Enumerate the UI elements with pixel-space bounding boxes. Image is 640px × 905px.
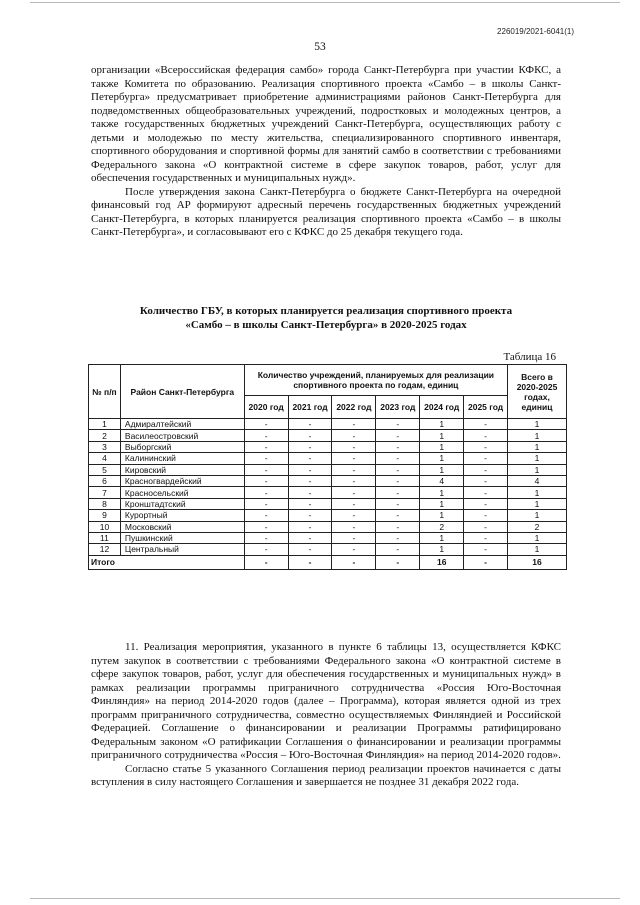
- district-cell: Кронштадтский: [120, 498, 244, 509]
- district-cell: Выборгский: [120, 441, 244, 452]
- value-cell: 1: [508, 544, 567, 555]
- value-cell: -: [332, 498, 376, 509]
- value-cell: -: [332, 464, 376, 475]
- data-table: [88, 364, 567, 570]
- value-cell: -: [332, 430, 376, 441]
- bottom-text-block: [91, 641, 561, 790]
- value-cell: -: [288, 430, 332, 441]
- value-cell: -: [376, 453, 420, 464]
- value-cell: -: [464, 521, 508, 532]
- value-cell: -: [464, 532, 508, 543]
- paragraph: Согласно статье 5 указанного Соглашения период реализации проектов начинается с даты вступления в силу настоящего Соглашения и завершается не позднее 31 декабря 2022 года.: [91, 762, 561, 788]
- value-cell: -: [332, 487, 376, 498]
- header-district: Район Санкт-Петербурга: [120, 365, 244, 419]
- value-cell: -: [376, 475, 420, 486]
- table-row: [89, 475, 567, 486]
- table-row: [89, 464, 567, 475]
- value-cell: -: [332, 510, 376, 521]
- value-cell: 1: [420, 532, 464, 543]
- value-cell: 1: [420, 487, 464, 498]
- value-cell: -: [376, 487, 420, 498]
- row-number-cell: 5: [89, 464, 121, 475]
- value-cell: 1: [508, 487, 567, 498]
- top-scan-border: [30, 2, 620, 3]
- value-cell: -: [244, 544, 288, 555]
- table-row: [89, 521, 567, 532]
- row-number-cell: 4: [89, 453, 121, 464]
- value-cell: 1: [420, 498, 464, 509]
- total-cell: -: [376, 555, 420, 569]
- value-cell: 1: [420, 544, 464, 555]
- value-cell: -: [288, 521, 332, 532]
- value-cell: -: [332, 419, 376, 430]
- table-label: Таблица 16: [503, 351, 556, 363]
- district-cell: Красносельский: [120, 487, 244, 498]
- value-cell: -: [288, 510, 332, 521]
- table-row: [89, 441, 567, 452]
- total-row: [89, 555, 567, 569]
- row-number-cell: 12: [89, 544, 121, 555]
- value-cell: 1: [508, 430, 567, 441]
- value-cell: 1: [508, 419, 567, 430]
- value-cell: -: [332, 544, 376, 555]
- table-body: [89, 419, 567, 556]
- value-cell: -: [244, 441, 288, 452]
- value-cell: -: [244, 419, 288, 430]
- value-cell: -: [464, 475, 508, 486]
- value-cell: 2: [420, 521, 464, 532]
- value-cell: -: [244, 430, 288, 441]
- row-number-cell: 7: [89, 487, 121, 498]
- value-cell: -: [288, 498, 332, 509]
- header-year: 2022 год: [332, 396, 376, 419]
- value-cell: -: [288, 544, 332, 555]
- header-year: 2020 год: [244, 396, 288, 419]
- value-cell: -: [464, 487, 508, 498]
- total-label: Итого: [89, 555, 245, 569]
- value-cell: -: [244, 532, 288, 543]
- value-cell: -: [332, 521, 376, 532]
- total-cell: 16: [420, 555, 464, 569]
- value-cell: -: [376, 430, 420, 441]
- value-cell: 1: [420, 430, 464, 441]
- value-cell: 1: [508, 464, 567, 475]
- table-row: [89, 453, 567, 464]
- row-number-cell: 2: [89, 430, 121, 441]
- value-cell: 1: [508, 498, 567, 509]
- value-cell: -: [464, 441, 508, 452]
- value-cell: 1: [508, 532, 567, 543]
- header-total: Всего в 2020-2025 годах, единиц: [508, 365, 567, 419]
- value-cell: 1: [508, 453, 567, 464]
- table-row: [89, 510, 567, 521]
- value-cell: -: [464, 430, 508, 441]
- row-number-cell: 6: [89, 475, 121, 486]
- value-cell: -: [244, 510, 288, 521]
- value-cell: 1: [420, 464, 464, 475]
- table-row: [89, 532, 567, 543]
- value-cell: -: [288, 441, 332, 452]
- paragraph: 11. Реализация мероприятия, указанного в пункте 6 таблицы 13, осуществляется КФКС путем закупок в соответствии с требованиями Федерального закона «О контрактной системе в сфере закупок товаров, работ, услуг для обеспечения государственных и муниципальных нужд» в рамках реализации программы приграничного сотрудничества «Россия Юго-Восточная Финляндия» на период 2014-2020 годов (далее – Программа), которая является одной из трех программ приграничного сотрудничества, совместно осуществляемых Финляндией и Российской Федерацией. Соглашение о финансировании и реализации Программы ратифицировано Федеральным законом «О ратификации Соглашения о финансировании и реализации программы приграничного сотрудничества «Россия – Юго-Восточная Финляндия» на период 2014-2020 годов».: [91, 641, 561, 761]
- value-cell: -: [464, 510, 508, 521]
- table-caption: [91, 304, 561, 332]
- top-text-block: [91, 64, 561, 240]
- value-cell: -: [376, 464, 420, 475]
- value-cell: -: [288, 532, 332, 543]
- value-cell: -: [288, 487, 332, 498]
- value-cell: -: [244, 498, 288, 509]
- total-cell: -: [464, 555, 508, 569]
- total-cell: -: [332, 555, 376, 569]
- value-cell: 4: [420, 475, 464, 486]
- table-row: [89, 498, 567, 509]
- row-number-cell: 11: [89, 532, 121, 543]
- value-cell: -: [244, 487, 288, 498]
- row-number-cell: 8: [89, 498, 121, 509]
- header-year: 2024 год: [420, 396, 464, 419]
- value-cell: -: [244, 521, 288, 532]
- district-cell: Центральный: [120, 544, 244, 555]
- district-cell: Московский: [120, 521, 244, 532]
- value-cell: 1: [420, 419, 464, 430]
- value-cell: -: [376, 521, 420, 532]
- district-cell: Василеостровский: [120, 430, 244, 441]
- header-year: 2021 год: [288, 396, 332, 419]
- value-cell: -: [288, 419, 332, 430]
- value-cell: 4: [508, 475, 567, 486]
- table-row: [89, 487, 567, 498]
- district-cell: Калининский: [120, 453, 244, 464]
- paragraph: После утверждения закона Санкт-Петербурга о бюджете Санкт-Петербурга на очередной финансовый год АР формируют адресный перечень государственных бюджетных учреждений Санкт-Петербурга, в которых планируется реализация спортивного проекта «Самбо – в школы Санкт-Петербурга», и согласовывают его с КФКС до 25 декабря текущего года.: [91, 185, 561, 238]
- total-cell: 16: [508, 555, 567, 569]
- table-row: [89, 544, 567, 555]
- district-cell: Пушкинский: [120, 532, 244, 543]
- total-cell: -: [244, 555, 288, 569]
- value-cell: -: [332, 532, 376, 543]
- table-row: [89, 419, 567, 430]
- district-cell: Кировский: [120, 464, 244, 475]
- bottom-scan-border: [30, 898, 620, 899]
- paragraph: организации «Всероссийская федерация самбо» города Санкт-Петербурга при участии КФКС, а также Комитета по образованию. Реализация спортивного проекта «Самбо – в школы Санкт-Петербурга» предусматривает приобретение администрациями районов Санкт-Петербурга для подведомственных общеобразовательных учреждений, подростковых и молодежных центров, а также государственных бюджетных учреждений Санкт-Петербурга, осуществляющих работу с детьми и молодежью по месту жительства, специализированного спортивного инвентаря, спортивного оборудования и спортивной формы для занятий самбо в соответствии с требованиями Федерального закона «О контрактной системе в сфере закупок товаров, работ, услуг для обеспечения государственных и муниципальных нужд».: [91, 64, 561, 184]
- value-cell: 1: [508, 510, 567, 521]
- value-cell: -: [332, 475, 376, 486]
- value-cell: 2: [508, 521, 567, 532]
- value-cell: -: [288, 475, 332, 486]
- header-years-group: Количество учреждений, планируемых для реализации спортивного проекта по годам, единиц: [244, 365, 507, 396]
- value-cell: -: [464, 464, 508, 475]
- value-cell: -: [244, 453, 288, 464]
- value-cell: -: [464, 419, 508, 430]
- total-cell: -: [288, 555, 332, 569]
- header-year: 2025 год: [464, 396, 508, 419]
- value-cell: -: [464, 544, 508, 555]
- value-cell: -: [376, 441, 420, 452]
- value-cell: -: [288, 453, 332, 464]
- header-year: 2023 год: [376, 396, 420, 419]
- value-cell: -: [464, 498, 508, 509]
- value-cell: 1: [420, 441, 464, 452]
- table-row: [89, 430, 567, 441]
- value-cell: -: [332, 453, 376, 464]
- value-cell: 1: [420, 453, 464, 464]
- value-cell: -: [376, 510, 420, 521]
- caption-line: «Самбо – в школы Санкт-Петербурга» в 2020-2025 годах: [185, 319, 467, 331]
- value-cell: -: [288, 464, 332, 475]
- value-cell: -: [376, 544, 420, 555]
- value-cell: -: [332, 441, 376, 452]
- value-cell: -: [376, 498, 420, 509]
- district-cell: Красногвардейский: [120, 475, 244, 486]
- value-cell: -: [376, 419, 420, 430]
- district-cell: Адмиралтейский: [120, 419, 244, 430]
- page-number: 53: [314, 41, 326, 53]
- header-num: № п/п: [89, 365, 121, 419]
- value-cell: -: [376, 532, 420, 543]
- value-cell: -: [244, 475, 288, 486]
- value-cell: -: [244, 464, 288, 475]
- district-cell: Курортный: [120, 510, 244, 521]
- document-number: 226019/2021-6041(1): [497, 27, 574, 36]
- value-cell: 1: [508, 441, 567, 452]
- caption-line: Количество ГБУ, в которых планируется реализация спортивного проекта: [139, 305, 513, 317]
- row-number-cell: 1: [89, 419, 121, 430]
- value-cell: 1: [420, 510, 464, 521]
- row-number-cell: 3: [89, 441, 121, 452]
- row-number-cell: 9: [89, 510, 121, 521]
- value-cell: -: [464, 453, 508, 464]
- row-number-cell: 10: [89, 521, 121, 532]
